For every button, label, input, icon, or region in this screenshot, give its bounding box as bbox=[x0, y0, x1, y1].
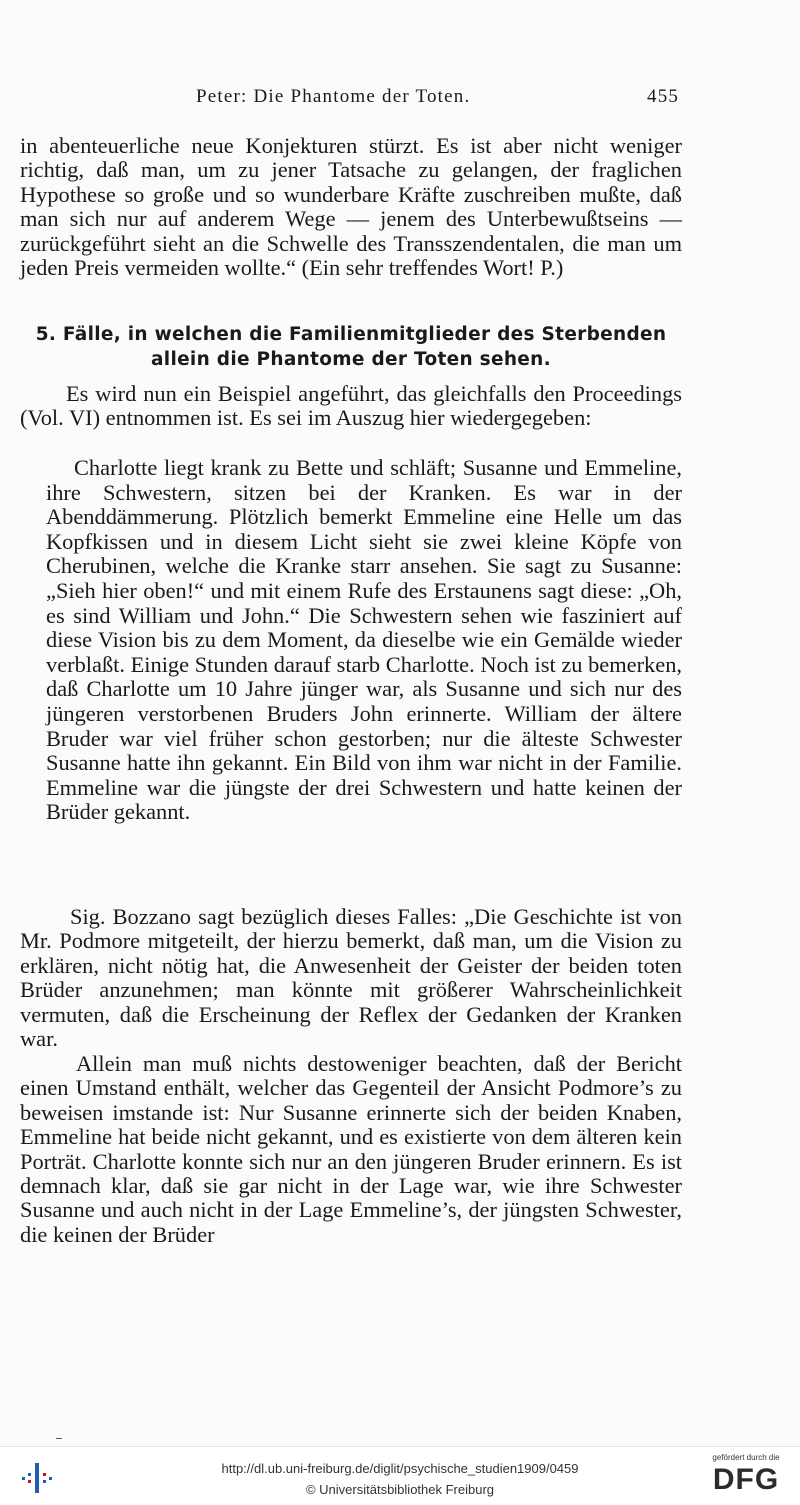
permalink-url[interactable]: http://dl.ub.uni-freiburg.de/diglit/psychische_studien1909/0459 bbox=[221, 1461, 579, 1476]
dfg-logo bbox=[704, 1453, 788, 1501]
viewer-footer bbox=[0, 1446, 800, 1505]
page-number: 455 bbox=[647, 86, 680, 107]
running-title: Peter: Die Phantome der Toten. bbox=[196, 86, 471, 107]
paragraph-intro: Es wird nun ein Beispiel angeführt, das gleichfalls den Proceedings (Vol. VI) entnommen ist. Es sei im Auszug hier wiedergegeben: bbox=[20, 381, 682, 431]
scan-edge-mark bbox=[56, 1438, 62, 1439]
dfg-subtitle: gefördert durch die bbox=[712, 1453, 780, 1462]
copyright-notice: © Universitätsbibliothek Freiburg bbox=[305, 1482, 495, 1497]
paragraph-argument: Allein man muß nichts destoweniger beachten, daß der Bericht einen Umstand enthält, welcher das Gegenteil der Ansicht Podmore’s zu beweisen imstande ist: Nur Susanne erinnerte sich der beiden Knaben, Emmeline hat beide nicht gekannt, und es existierte von dem älteren kein Porträt. Charlotte konnte sich nur an den jüngeren Bruder erinnern. Es ist demnach klar, daß sie gar nicht in der Lage war, wie ihre Schwester Susanne und auch nicht in der Lage Emmeline’s, der jüngsten Schwester, die keinen der Brüder bbox=[20, 1051, 682, 1247]
paragraph-continuation: in abenteuerliche neue Konjekturen stürzt. Es ist aber nicht weniger richtig, daß man, um zu jener Tatsache zu gelangen, der fraglichen Hypothese so große und so wunderbare Kräfte zuschreiben mußte, daß man sich nur auf anderem Wege — jenem des Unterbewußtseins — zurückgeführt sieht an die Schwelle des Transszendentalen, die man um jeden Preis vermeiden wollte.“ (Ein sehr treffendes Wort! P.) bbox=[20, 133, 682, 281]
paragraph-bozzano: Sig. Bozzano sagt bezüglich dieses Falles: „Die Geschichte ist von Mr. Podmore mitgeteilt, der hierzu bemerkt, daß man, um die Vision zu erklären, nicht nötig hat, die Anwesenheit der Geister der beiden toten Brüder anzunehmen; man könnte mit größerer Wahrscheinlichkeit vermuten, daß die Erscheinung der Reflex der Gedanken der Kranken war. bbox=[20, 904, 682, 1052]
quoted-case-report: Charlotte liegt krank zu Bette und schläft; Susanne und Emmeline, ihre Schwestern, sitzen bei der Kranken. Es war in der Abenddämmerung. Plötzlich bemerkt Emmeline eine Helle um das Kopfkissen und in diesem Licht sieht sie zwei kleine Köpfe von Cherubinen, welche die Kranke starr ansehen. Sie sagt zu Susanne: „Sieh hier oben!“ und mit einem Rufe des Erstaunens sagt diese: „Oh, es sind William und John.“ Die Schwestern sehen wie fasziniert auf diese Vision bis zu dem Moment, da dieselbe wie ein Gemälde wieder verblaßt. Einige Stunden darauf starb Charlotte. Noch ist zu bemerken, daß Charlotte um 10 Jahre jünger war, als Susanne und sich nur des jüngeren verstorbenen Bruders John erinnerte. William der ältere Bruder war viel früher schon gestorben; nur die älteste Schwester Susanne hatte ihn gekannt. Ein Bild von ihm war nicht in der Familie. Emmeline war die jüngste der drei Schwestern und hatte keinen der Brüder gekannt. bbox=[46, 455, 682, 825]
running-head bbox=[0, 86, 800, 112]
section-heading: 5. Fälle, in welchen die Familienmitglieder des Sterbenden allein die Phantome der Toten sehen. bbox=[35, 324, 667, 370]
dfg-wordmark: DFG bbox=[712, 1463, 780, 1496]
